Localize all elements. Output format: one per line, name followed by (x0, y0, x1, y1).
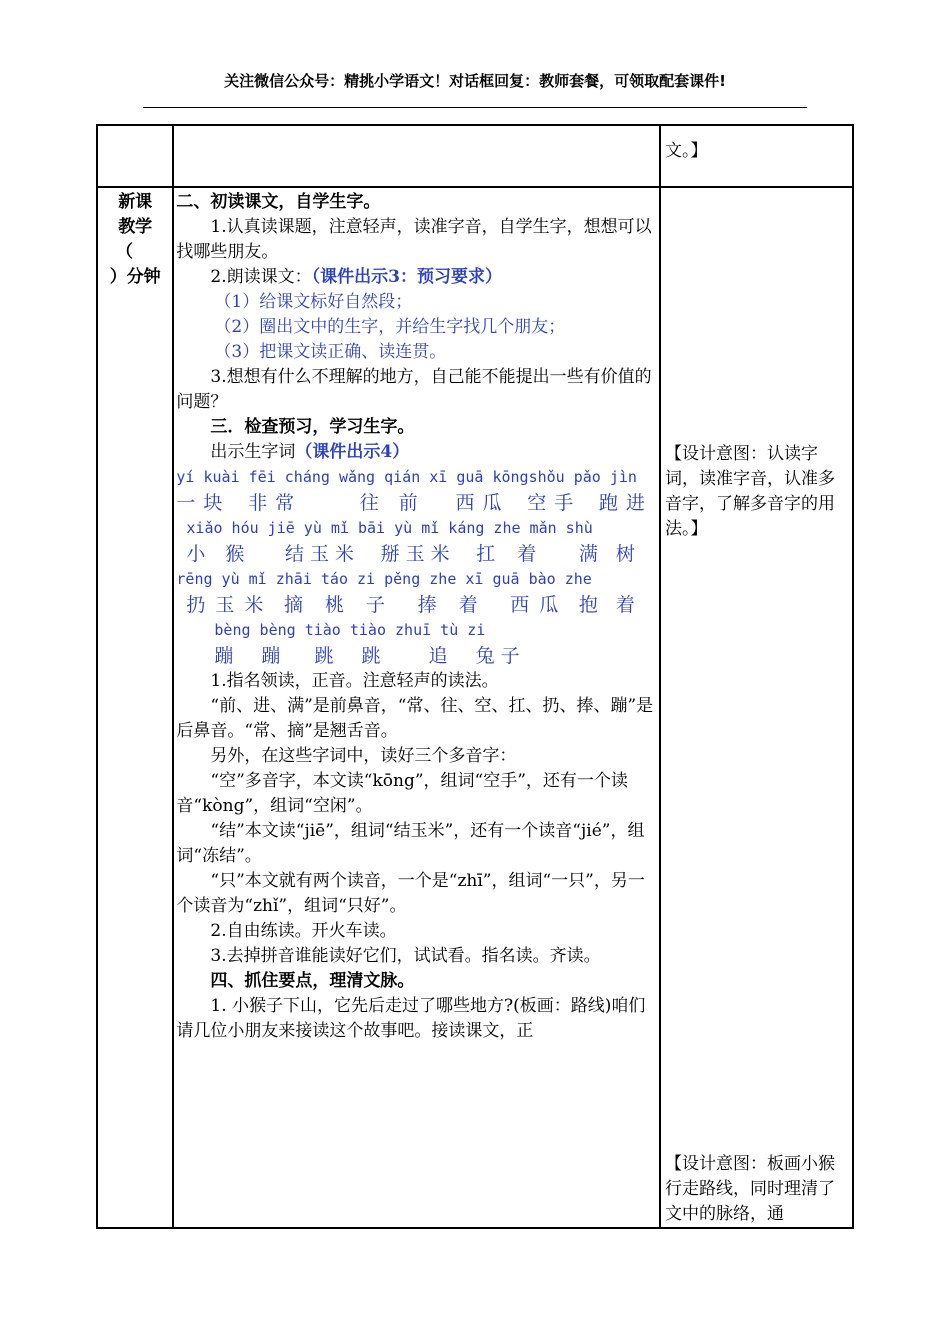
paragraph-1: 1.指名领读，正音。注意轻声的读法。 (210, 671, 499, 691)
hanzi-word: 西瓜 (455, 492, 510, 514)
paragraph-6: “只”本文就有两个读音，一个是“zhī”，组词“一只”，另一个读音为“zhǐ”，组词“只好”。 (176, 871, 645, 916)
section2-title: 二、初读课文，自学生字。 (176, 192, 381, 212)
section4-title: 四、抓住要点，理清文脉。 (210, 971, 415, 991)
hanzi-word: 空手 (527, 492, 582, 514)
pinyin-line-2: xiǎo hóu jiē yù mǐ bāi yù mǐ káng zhe mǎn shù (186, 519, 593, 537)
s2-item2 (176, 265, 659, 290)
hanzi-word: 扛着 (476, 543, 559, 565)
hanzi-word: 摘桃子 (284, 594, 408, 616)
header-divider (143, 107, 807, 108)
hanzi-line-3 (176, 592, 659, 618)
design-note-2: 【设计意图：板画小猴行走路线，同时理清了文中的脉络，通 (664, 1154, 835, 1224)
side-spacer (665, 542, 850, 1152)
lesson-label-line: 教学 (118, 217, 153, 237)
s2-item2-highlight: （课件出示3：预习要求） (311, 267, 502, 287)
table-row-top (97, 125, 853, 187)
hanzi-word: 扔玉米 (186, 594, 274, 616)
lesson-label-line: 新课 (118, 192, 153, 212)
hanzi-word: 跳跳 (314, 645, 409, 667)
lesson-label-line: （ (116, 242, 133, 262)
hanzi-word: 捧着 (417, 594, 500, 616)
pinyin-line-3: rēng yù mǐ zhāi táo zi pěng zhe xī guā bào zhe (176, 570, 592, 588)
hanzi-word: 结玉米 (285, 543, 361, 565)
hanzi-word: 满树 (578, 543, 653, 565)
side-spacer (665, 190, 850, 442)
hanzi-word: 掰玉米 (380, 543, 456, 565)
paragraph-8: 3.去掉拼音谁能读好它们，试试看。指名读。齐读。 (210, 946, 601, 966)
hanzi-word: 蹦蹦 (214, 645, 309, 667)
main-content-cell (173, 187, 660, 1228)
top-left-cell (97, 125, 173, 187)
paragraph-4: “空”多音字，本文读“kōng”，组词“空手”，还有一个读音“kòng”，组词“空闲”。 (176, 771, 628, 816)
section3-title: 三．检查预习，学习生字。 (210, 417, 415, 437)
paragraph-7: 2.自由练读。开火车读。 (210, 921, 397, 941)
s3-intro-highlight: （课件出示4） (295, 442, 410, 462)
hanzi-word: 跑进 (598, 492, 653, 514)
s2-requirement-2: （2）圈出文中的生字，并给生字找几个朋友； (214, 317, 566, 337)
paragraph-3: 另外，在这些字词中，读好三个多音字： (210, 746, 517, 766)
design-intent-cell (660, 187, 853, 1228)
pinyin-line-4: bèng bèng tiào tiào zhuī tù zi (214, 621, 486, 639)
top-right-text: 文。】 (664, 141, 708, 161)
lesson-plan-table (96, 124, 854, 1229)
table-row-main (97, 187, 853, 1228)
s2-requirement-1: （1）给课文标好自然段； (214, 292, 413, 312)
s2-requirement-3: （3）把课文读正确、读连贯。 (214, 342, 447, 362)
s2-item2-prefix: 2.朗读课文： (210, 267, 312, 287)
lesson-label-line: ）分钟 (109, 267, 161, 287)
hanzi-word: 一块 (176, 492, 231, 514)
hanzi-line-2 (176, 541, 659, 567)
hanzi-word: 往前 (359, 492, 438, 514)
header-notice: 关注微信公众号：精挑小学语文！对话框回复：教师套餐，可领取配套课件! (224, 72, 726, 90)
s2-item3: 3.想想有什么不理解的地方，自己能不能提出一些有价值的问题？ (176, 367, 652, 412)
hanzi-word: 抱着 (578, 594, 653, 616)
hanzi-line-1 (176, 490, 659, 516)
hanzi-line-4 (176, 643, 659, 669)
hanzi-word: 小猴 (186, 543, 265, 565)
hanzi-word: 兔子 (475, 645, 526, 667)
top-middle-cell (173, 125, 660, 187)
lesson-label-cell (97, 187, 173, 1228)
s4-item1: 1. 小猴子下山，它先后走过了哪些地方?(板画：路线)咱们请几位小朋友来接读这个故事吧。接读课文，正 (176, 996, 646, 1041)
paragraph-2: “前、进、满”是前鼻音，“常、往、空、扛、扔、捧、蹦”是后鼻音。“常、摘”是翘舌音。 (176, 696, 654, 741)
s3-intro-prefix: 出示生字词 (210, 442, 296, 462)
s2-item1: 1.认真读课题，注意轻声，读准字音，自学生字，想想可以找哪些朋友。 (176, 217, 652, 262)
design-note-1: 【设计意图：认读字词，读准字音，认准多音字，了解多音字的用法。】 (664, 444, 835, 539)
hanzi-word: 非常 (248, 492, 303, 514)
s3-intro (176, 440, 659, 465)
paragraph-5: “结”本文读“jiē”，组词“结玉米”，还有一个读音“jié”，组词“冻结”。 (176, 821, 645, 866)
pinyin-line-1: yí kuài fēi cháng wǎng qián xī guā kōngshǒu pǎo jìn (176, 468, 637, 486)
top-right-cell (660, 125, 853, 187)
hanzi-word: 西瓜 (510, 594, 569, 616)
hanzi-word: 追 (428, 645, 448, 667)
